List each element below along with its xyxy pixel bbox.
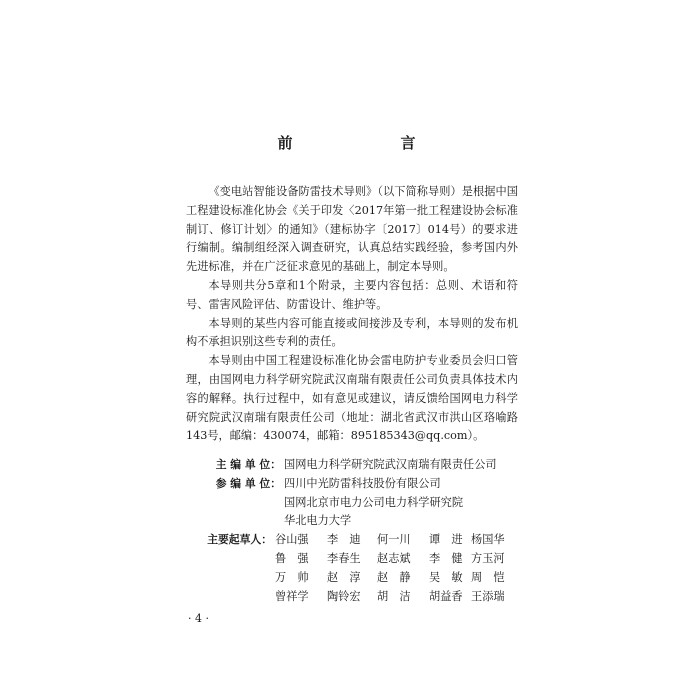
editor-unit: 国网电力科学研究院武汉南瑞有限责任公司 xyxy=(284,458,497,471)
drafter-name: 谭 进 xyxy=(429,533,463,547)
editor-label: 主 编 单 位： xyxy=(215,458,281,471)
drafter-name: 李春生 xyxy=(327,551,361,565)
editor-row xyxy=(186,456,526,475)
editor-values xyxy=(284,456,526,475)
drafter-name: 周 恺 xyxy=(471,570,505,584)
drafter-name: 李 健 xyxy=(429,551,463,565)
drafter-name: 何一川 xyxy=(377,533,411,547)
drafters-grid xyxy=(275,531,526,606)
paragraph: 本导则的某些内容可能直接或间接涉及专利，本导则的发布机构不承担识别这些专利的责任。 xyxy=(186,316,518,349)
drafter-name: 万 帅 xyxy=(275,570,309,584)
paragraph: 本导则共分5章和1个附录，主要内容包括：总则、术语和符号、雷害风险评估、防雷设计、维护等。 xyxy=(186,278,518,311)
participants-label: 参 编 单 位： xyxy=(215,476,281,490)
drafter-name: 赵 淳 xyxy=(327,570,361,584)
drafter-name: 胡益香 xyxy=(429,589,463,603)
paragraph: 本导则由中国工程建设标准化协会雷电防护专业委员会归口管理，由国网电力科学研究院武汉南瑞有限责任公司负责具体技术内容的解释。执行过程中，如有意见或建议，请反馈给国网电力科学研究院武汉南瑞有限责任公司（地址：湖北省武汉市洪山区珞喻路143号，邮编：430074，邮箱：895185343@qq.com）。 xyxy=(186,354,518,443)
drafter-name: 吴 敏 xyxy=(429,570,463,584)
drafters-row xyxy=(186,531,526,606)
participant-unit: 四川中光防雷科技股份有限公司 xyxy=(284,476,441,490)
drafter-name: 杨国华 xyxy=(471,533,505,547)
page-title: 前 言 xyxy=(277,134,442,152)
drafter-name: 赵 静 xyxy=(377,570,411,584)
drafter-name: 陶铃宏 xyxy=(327,589,361,603)
paragraph: 《变电站智能设备防雷技术导则》（以下简称导则）是根据中国工程建设标准化协会《关于印发〈2017年第一批工程建设协会标准制订、修订计划〉的通知》（建标协字〔2017〕014号）的要求进行编制。编制组经深入调查研究，认真总结实践经验，参考国内外先进标准，并在广泛征求意见的基础上，制定本导则。 xyxy=(186,185,518,274)
participant-unit: 国网北京市电力公司电力科学研究院 xyxy=(284,495,464,509)
drafter-name: 曾祥学 xyxy=(275,589,309,603)
drafter-name: 谷山强 xyxy=(275,533,309,547)
drafter-name: 鲁 强 xyxy=(275,551,309,565)
preface-body xyxy=(186,183,518,446)
participants-row xyxy=(186,475,526,531)
participants-values xyxy=(284,475,526,531)
participant-unit: 华北电力大学 xyxy=(284,514,352,528)
drafters-label: 主要起草人： xyxy=(207,533,272,547)
drafter-name: 赵志斌 xyxy=(377,551,411,565)
credits-section xyxy=(186,456,526,606)
drafter-name: 王添瑞 xyxy=(471,589,505,603)
drafter-name: 方玉河 xyxy=(471,551,505,565)
drafter-name: 胡 洁 xyxy=(377,589,411,603)
drafter-name: 李 迪 xyxy=(327,533,361,547)
page-number: · 4 · xyxy=(188,612,209,625)
